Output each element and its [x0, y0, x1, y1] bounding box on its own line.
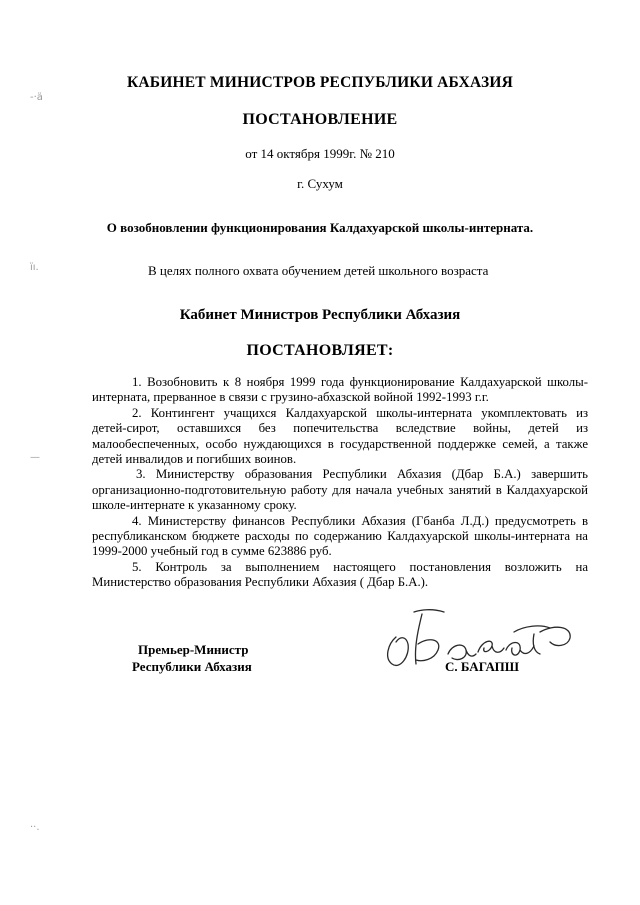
position-line: Премьер-Министр	[138, 642, 249, 657]
position-line: Республики Абхазия	[132, 659, 252, 674]
scan-mark: ïı.	[30, 262, 39, 273]
resolution-item: 4. Министерству финансов Республики Абхазия (Гбанба Л.Д.) предусмотреть в республиканском бюджете расходы по содержанию Калдахуарской школы-интерната на 1999-2000 учебный год в сумме 623886 руб.	[92, 513, 588, 559]
city: г. Сухум	[297, 176, 343, 191]
cabinet-heading: КАБИНЕТ МИНИСТРОВ РЕСПУБЛИКИ АБХАЗИЯ	[126, 74, 514, 91]
issuer: Кабинет Министров Республики Абхазия	[179, 307, 461, 323]
resolution-items	[92, 375, 588, 591]
resolution-item: 2. Контингент учащихся Калдахуарской школы-интерната укомплектовать из детей-сирот, оставшихся без попечительства вследствие войны, детей из малообеспеченных, особо нуждающихся в государственной поддержке семей, а также детей инвалидов и погибших воинов.	[92, 405, 588, 467]
resolution-item: 5. Контроль за выполнением настоящего постановления возложить на Министерство образования Республики Абхазия ( Дбар Б.А.).	[92, 559, 588, 590]
document-type: ПОСТАНОВЛЕНИЕ	[242, 111, 398, 128]
scan-mark: -·ä	[30, 92, 43, 103]
scan-mark: ··.	[30, 822, 40, 833]
preamble: В целях полного охвата обучением детей школьного возраста	[148, 263, 489, 278]
signatory-position	[132, 641, 252, 675]
date-number: от 14 октября 1999г. № 210	[245, 146, 395, 161]
resolution-item: 3. Министерству образования Республики Абхазия (Дбар Б.А.) завершить организационно-подготовительную работу для начала учебных занятий в Калдахуарской школе-интернате к указанному сроку.	[92, 467, 588, 513]
resolution-item: 1. Возобновить к 8 ноября 1999 года функционирование Калдахуарской школы-интерната, прерванное в связи с грузино-абхазской войной 1992-1993 г.г.	[92, 375, 588, 405]
scan-mark: —	[30, 452, 40, 463]
decides: ПОСТАНОВЛЯЕТ:	[246, 342, 394, 359]
subject-line: О возобновлении функционирования Калдахуарской школы-интерната.	[106, 220, 534, 235]
signatory-name: С. БАГАПШ	[445, 659, 520, 674]
